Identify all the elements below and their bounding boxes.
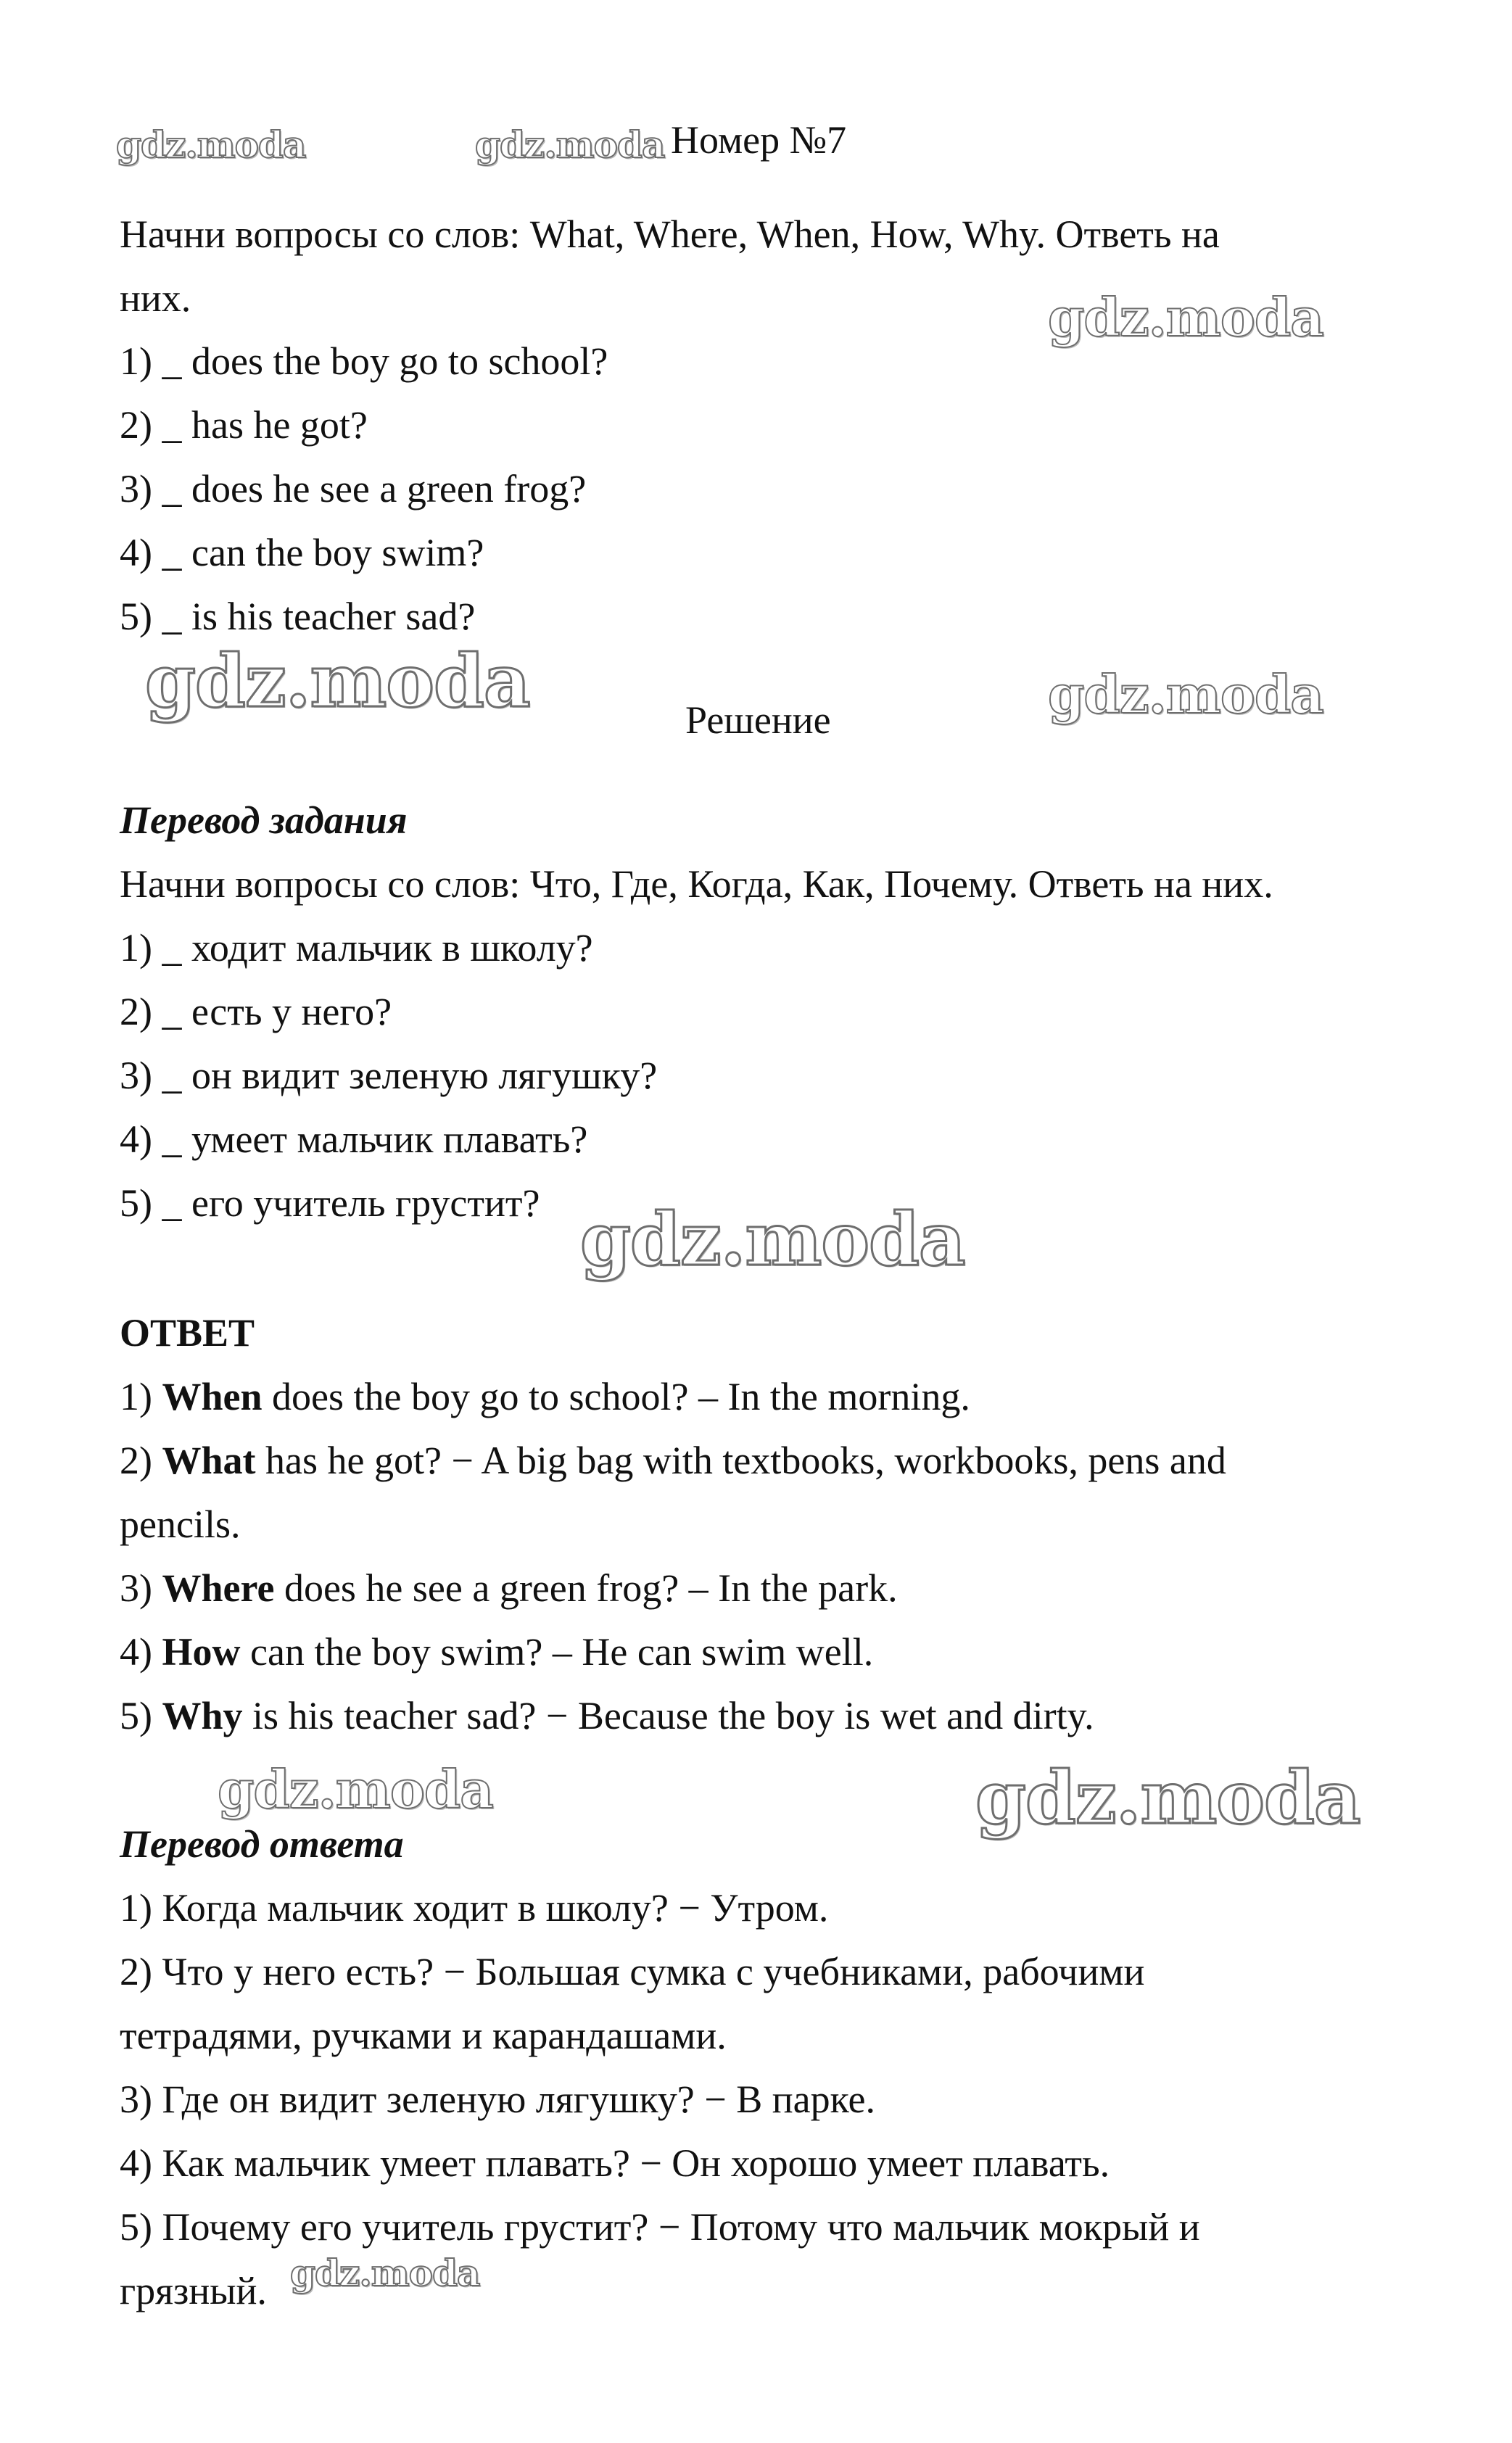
task-intro-cont: них. — [120, 276, 191, 320]
answer-keyword: Where — [162, 1566, 275, 1610]
answer-num: 3) — [120, 1566, 162, 1610]
task-item: 2) _ has he got? — [120, 403, 368, 447]
answer-num: 5) — [120, 1694, 162, 1737]
watermark: gdz.moda — [975, 1755, 1360, 1840]
task-translation-item: 2) _ есть у него? — [120, 990, 392, 1033]
task-translation-item: 4) _ умеет мальчик плавать? — [120, 1117, 588, 1161]
watermark: gdz.moda — [1048, 286, 1323, 348]
answer-translation-line: 2) Что у него есть? − Большая сумка с учебниками, рабочими — [120, 1950, 1145, 1993]
task-translation-item: 5) _ его учитель грустит? — [120, 1181, 540, 1225]
watermark: gdz.moda — [475, 123, 665, 166]
watermark: gdz.moda — [116, 123, 306, 166]
answer-keyword: How — [162, 1630, 241, 1674]
answer-num: 4) — [120, 1630, 162, 1674]
answer-num: 2) — [120, 1439, 162, 1482]
answer-item — [120, 1437, 1226, 1484]
task-item: 1) _ does the boy go to school? — [120, 339, 608, 383]
answer-translation-line: грязный. — [120, 2269, 267, 2312]
task-item: 3) _ does he see a green frog? — [120, 467, 587, 510]
answer-translation-line: 3) Где он видит зеленую лягушку? − В парке. — [120, 2078, 875, 2121]
task-translation-intro: Начни вопросы со слов: Что, Где, Когда, Как, Почему. Ответь на них. — [120, 862, 1273, 906]
answer-text: can the boy swim? – He can swim well. — [240, 1630, 874, 1674]
task-item: 5) _ is his teacher sad? — [120, 595, 476, 638]
watermark: gdz.moda — [218, 1758, 493, 1820]
answer-item — [120, 1692, 1094, 1740]
watermark: gdz.moda — [290, 2252, 480, 2294]
task-translation-item: 1) _ ходит мальчик в школу? — [120, 926, 593, 970]
watermark: gdz.moda — [1048, 664, 1323, 725]
task-item: 4) _ can the boy swim? — [120, 531, 484, 574]
answer-translation-heading: Перевод ответа — [120, 1822, 404, 1866]
answer-item — [120, 1564, 898, 1612]
task-translation-item: 3) _ он видит зеленую лягушку? — [120, 1054, 658, 1097]
answer-item — [120, 1628, 873, 1676]
solution-label: Решение — [685, 698, 831, 742]
answer-translation-line: 1) Когда мальчик ходит в школу? − Утром. — [120, 1886, 829, 1930]
answer-text: is his teacher sad? − Because the boy is wet and dirty. — [242, 1694, 1094, 1737]
answer-keyword: When — [162, 1375, 263, 1418]
answer-translation-line: тетрадями, ручками и карандашами. — [120, 2014, 727, 2057]
page-title: Номер №7 — [671, 118, 847, 162]
answer-translation-line: 5) Почему его учитель грустит? − Потому что мальчик мокрый и — [120, 2205, 1200, 2249]
answer-translation-line: 4) Как мальчик умеет плавать? − Он хорошо умеет плавать. — [120, 2141, 1110, 2185]
watermark: gdz.moda — [145, 638, 530, 724]
task-intro: Начни вопросы со слов: What, Where, When, How, Why. Ответь на — [120, 212, 1220, 256]
answer-text: does he see a green frog? – In the park. — [274, 1566, 898, 1610]
answer-text: has he got? − A big bag with textbooks, workbooks, pens and — [255, 1439, 1226, 1482]
answer-keyword: What — [162, 1439, 256, 1482]
answer-num: 1) — [120, 1375, 162, 1418]
watermark: gdz.moda — [580, 1196, 965, 1282]
answer-heading: ОТВЕТ — [120, 1311, 255, 1355]
answer-item-cont: pencils. — [120, 1502, 241, 1546]
answer-text: does the boy go to school? – In the morning. — [262, 1375, 970, 1418]
answer-item — [120, 1373, 970, 1421]
answer-keyword: Why — [162, 1694, 243, 1737]
task-translation-heading: Перевод задания — [120, 798, 408, 842]
